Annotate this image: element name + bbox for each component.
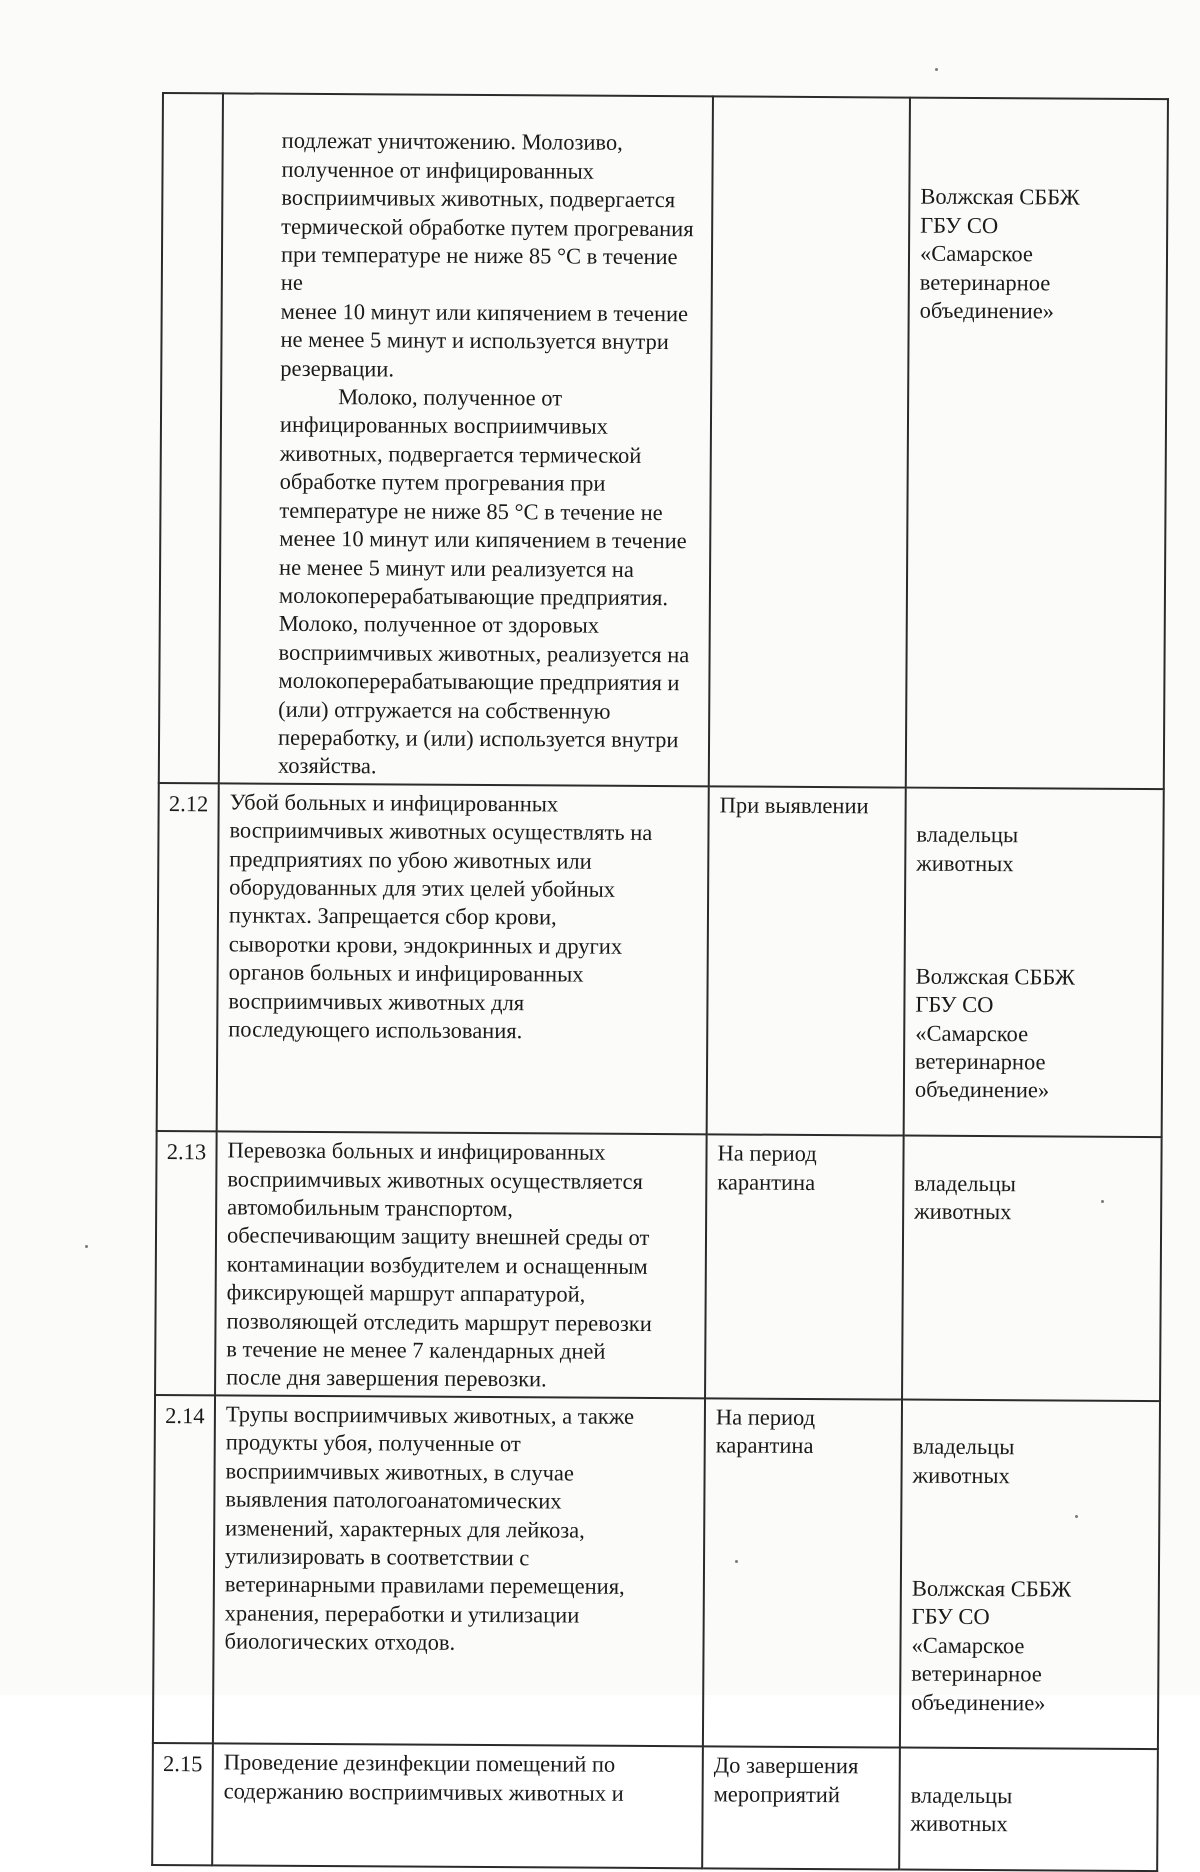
responsible-owner: владельцы животных	[910, 1782, 1013, 1837]
description-paragraph: инфицированных восприимчивых животных, подвергается термической обработке путем прогревания при температуре не ниже 85 °С в течение не менее 10 минут или кипячением в течение не менее 5 минут или реализуется на молокоперерабатывающие предприятия. Молоко, полученное от здоровых восприимчивых животных, реализуется на молокоперерабатывающие предприятия и (или) отгружается на собственную переработку, и (или) используется внутри хозяйства.	[277, 412, 690, 779]
measure-description-cell	[213, 1395, 705, 1746]
responsible-cell	[906, 98, 1168, 789]
measure-description-cell	[212, 1744, 703, 1869]
term-text: До завершения мероприятий	[713, 1752, 859, 1807]
description-paragraph: подлежат уничтожению. Молозиво, полученное от инфицированных восприимчивых животных, подвергается термической обработке путем прогревания при температуре не ниже 85 °С в течение не менее 10 минут или кипячением в течение не менее 5 минут и используется внутри резервации.	[280, 128, 694, 382]
row-number: 2.14	[165, 1402, 205, 1429]
row-number: 2.15	[163, 1751, 203, 1777]
table-row	[152, 1743, 1158, 1871]
measures-table	[151, 92, 1169, 1872]
spacer	[912, 1518, 1150, 1547]
scan-speck	[85, 1245, 88, 1248]
responsible-cell	[900, 1399, 1160, 1749]
measure-description: Убой больных и инфицированных восприимчивых животных осуществлять на предприятиях по убою животных или оборудованных для этих целей убойных пунктах. Запрещается сбор крови, сыворотки крови, эндокринных и других органов больных и инфицированных восприимчивых животных для последующего использования.	[228, 789, 653, 1044]
term-text	[714, 97, 909, 104]
measure-description	[220, 94, 712, 785]
responsible-organization: Волжская СББЖ ГБУ СО «Самарское ветеринарное объединение»	[911, 1575, 1072, 1715]
scan-speck	[935, 68, 938, 71]
row-number	[164, 94, 222, 100]
description-paragraph-first-line: Молоко, полученное от	[338, 384, 563, 411]
spacer	[916, 906, 1154, 935]
row-number: 2.13	[166, 1139, 207, 1165]
term-cell	[702, 1747, 900, 1870]
term-text: При выявлении	[719, 792, 869, 819]
measure-description: Трупы восприимчивых животных, а также продукты убоя, полученные от восприимчивых животных, в случае выявления патологоанатомических изменений, характерных для лейкоза, утилизировать в соответствии с ветеринарными правилами перемещения, хранения, переработки и утилизации биологических отходов.	[224, 1401, 635, 1655]
responsible-organization: Волжская СББЖ ГБУ СО «Самарское ветеринарное объединение»	[919, 184, 1080, 324]
responsible-owner: владельцы животных	[912, 1433, 1015, 1488]
responsible-organization: Волжская СББЖ ГБУ СО «Самарское ветеринарное объединение»	[914, 963, 1076, 1103]
measure-description: Проведение дезинфекции помещений по содержанию восприимчивых животных и	[223, 1749, 624, 1806]
responsible-cell	[899, 1748, 1158, 1871]
term-text: На период карантина	[715, 1404, 816, 1459]
measure-description-cell	[219, 93, 713, 786]
term-cell	[707, 786, 906, 1136]
row-number-cell	[157, 783, 219, 1132]
measure-description: Перевозка больных и инфицированных восприимчивых животных осуществляется автомобильным транспортом, обеспечивающим защиту внешней среды от контаминации возбудителем и оснащенным фиксирующей маршрут аппаратурой, позволяющей отследить маршрут перевозки в течение не менее 7 календарных дней после дня завершения перевозки.	[226, 1137, 652, 1392]
term-text: На период карантина	[717, 1140, 817, 1195]
row-number-cell	[152, 1743, 213, 1865]
table-row	[155, 1131, 1162, 1401]
table-row	[153, 1395, 1160, 1750]
table-row	[159, 93, 1168, 789]
term-cell	[703, 1398, 902, 1748]
responsible-cell	[902, 1136, 1162, 1401]
table-row	[157, 783, 1164, 1138]
term-cell	[709, 96, 910, 787]
measure-description-cell	[217, 783, 709, 1134]
measure-description-cell	[215, 1132, 707, 1399]
row-number-cell	[153, 1395, 215, 1744]
responsible-cell	[904, 787, 1164, 1137]
row-number-cell	[159, 93, 223, 783]
term-cell	[705, 1135, 904, 1400]
row-number: 2.12	[168, 790, 209, 817]
responsible-owner: владельцы животных	[916, 821, 1019, 876]
row-number-cell	[155, 1131, 217, 1395]
responsible-owner: владельцы животных	[914, 1170, 1017, 1225]
